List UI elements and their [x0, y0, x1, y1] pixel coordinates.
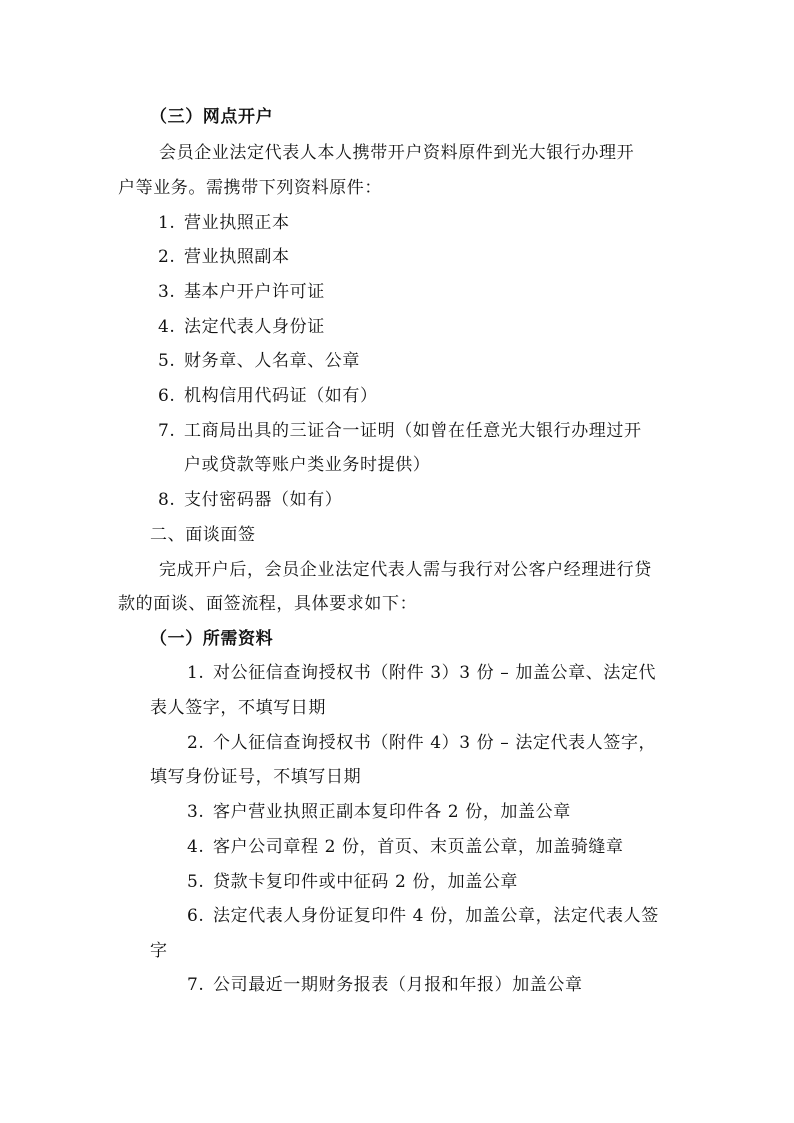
- list-item-number: 5.: [187, 872, 205, 892]
- list-item-text: 营业执照副本: [184, 247, 290, 267]
- list-item: [0, 489, 794, 511]
- list-item-number: 3.: [187, 802, 205, 822]
- section-heading-branch-account: （三）网点开户: [150, 107, 274, 127]
- paragraph-line: 户等业务。需携带下列资料原件：: [118, 178, 382, 198]
- list-item-number: 4.: [187, 837, 205, 857]
- paragraph-line: 完成开户后，会员企业法定代表人需与我行对公客户经理进行贷: [159, 560, 652, 580]
- list-item-number: 8.: [158, 490, 176, 510]
- list-item-number: 5.: [158, 351, 176, 371]
- list-item: [0, 316, 794, 338]
- list-item: [0, 350, 794, 372]
- list-item: [0, 662, 794, 684]
- list-item-text: 机构信用代码证（如有）: [184, 386, 378, 406]
- list-item-text: 贷款卡复印件或中征码 2 份，加盖公章: [213, 872, 519, 892]
- list-item-text: 法定代表人身份证: [184, 317, 325, 337]
- list-item: [0, 212, 794, 234]
- list-item-number: 2.: [187, 733, 205, 753]
- sub-heading-required-materials: （一）所需资料: [150, 629, 274, 649]
- list-item-number: 6.: [187, 906, 205, 926]
- list-item: [0, 420, 794, 442]
- list-item: [0, 281, 794, 303]
- list-item-text: 对公征信查询授权书（附件 3）3 份 – 加盖公章、法定代: [213, 663, 657, 683]
- list-item: [0, 801, 794, 823]
- list-item-continuation: 户或贷款等账户类业务时提供）: [184, 455, 431, 475]
- list-item-text: 基本户开户许可证: [184, 282, 325, 302]
- list-item-continuation: 字: [150, 941, 168, 961]
- list-item-number: 6.: [158, 386, 176, 406]
- list-item-text: 客户营业执照正副本复印件各 2 份，加盖公章: [213, 802, 571, 822]
- list-item-text: 客户公司章程 2 份，首页、末页盖公章，加盖骑缝章: [213, 837, 624, 857]
- list-item-continuation: 填写身份证号，不填写日期: [150, 767, 362, 787]
- list-item-text: 公司最近一期财务报表（月报和年报）加盖公章: [213, 975, 583, 995]
- list-item-number: 7.: [187, 975, 205, 995]
- list-item: [0, 385, 794, 407]
- list-item-text: 个人征信查询授权书（附件 4）3 份 – 法定代表人签字，: [213, 733, 657, 753]
- list-item: [0, 905, 794, 927]
- list-item: [0, 246, 794, 268]
- list-item-continuation: 表人签字，不填写日期: [150, 698, 326, 718]
- list-item-number: 4.: [158, 317, 176, 337]
- list-item-text: 营业执照正本: [184, 213, 290, 233]
- list-item-number: 1.: [187, 663, 205, 683]
- list-item-text: 工商局出具的三证合一证明（如曾在任意光大银行办理过开: [184, 421, 642, 441]
- paragraph-line: 会员企业法定代表人本人携带开户资料原件到光大银行办理开: [159, 143, 635, 163]
- list-item-text: 法定代表人身份证复印件 4 份，加盖公章，法定代表人签: [213, 906, 659, 926]
- section-heading-interview: 二、面谈面签: [150, 525, 256, 545]
- list-item: [0, 974, 794, 996]
- list-item-number: 3.: [158, 282, 176, 302]
- list-item: [0, 732, 794, 754]
- list-item-text: 财务章、人名章、公章: [184, 351, 360, 371]
- list-item: [0, 836, 794, 858]
- list-item-text: 支付密码器（如有）: [184, 490, 343, 510]
- paragraph-line: 款的面谈、面签流程，具体要求如下：: [118, 594, 418, 614]
- list-item-number: 2.: [158, 247, 176, 267]
- list-item-number: 7.: [158, 421, 176, 441]
- list-item-number: 1.: [158, 213, 176, 233]
- list-item: [0, 871, 794, 893]
